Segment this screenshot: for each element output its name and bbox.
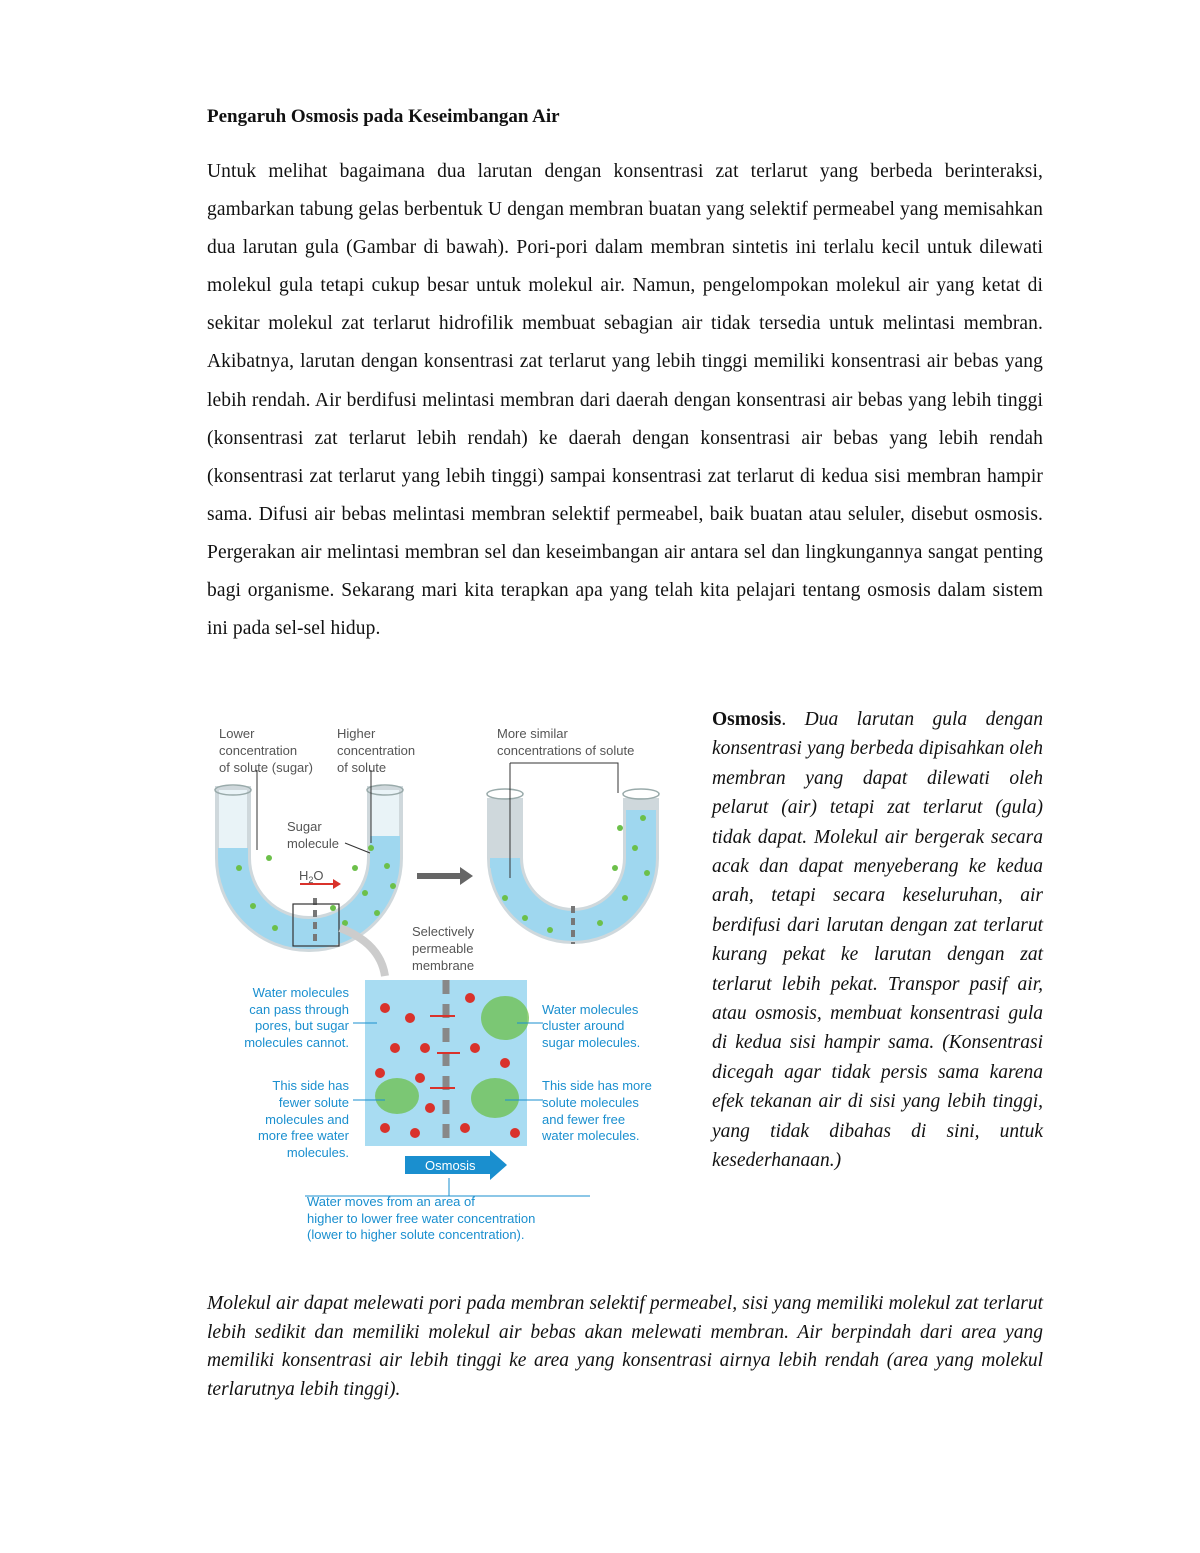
lbl-higher-2: concentration	[337, 743, 416, 758]
lbl-pass-4: molecules cannot.	[244, 1035, 349, 1050]
caption-dot: .	[781, 709, 787, 730]
lbl-membrane-3: membrane	[412, 958, 475, 973]
lbl-similar-1: More similar	[497, 726, 568, 741]
lbl-moves-3: (lower to higher solute concentration).	[307, 1227, 525, 1242]
page-heading: Pengaruh Osmosis pada Keseimbangan Air	[207, 106, 560, 127]
lbl-pass-1: Water molecules	[252, 985, 349, 1000]
body-paragraph: Untuk melihat bagaimana dua larutan dengan konsentrasi zat terlarut yang berbeda berinteraksi, gambarkan tabung gelas berbentuk U dengan membran buatan yang selektif permeabel yang memisahkan dua larutan gula (Gambar di bawah). Pori-pori dalam membran sintetis ini terlalu kecil untuk dilewati molekul gula tetapi cukup besar untuk molekul air. Namun, pengelompokan molekul air yang ketat di sekitar molekul zat terlarut hidrofilik membuat sebagian air tidak tersedia untuk melintasi membran. Akibatnya, larutan dengan konsentrasi zat terlarut yang lebih tinggi memiliki konsentrasi air bebas yang lebih rendah. Air berdifusi melintasi membran dari daerah dengan konsentrasi air bebas yang lebih tinggi (konsentrasi zat terlarut lebih rendah) ke daerah dengan konsentrasi air bebas yang lebih rendah (konsentrasi zat terlarut yang lebih tinggi) sampai konsentrasi zat terlarut di kedua sisi membran hampir sama. Difusi air bebas melintasi membran selektif permeabel, baik buatan atau seluler, disebut osmosis. Pergerakan air melintasi membran sel dan keseimbangan air antara sel dan lingkungannya sangat penting bagi organisme. Sekarang mari kita terapkan apa yang telah kita pelajari tentang osmosis dalam sistem ini pada sel-sel hidup.	[207, 161, 1043, 640]
lbl-lower-2: concentration	[219, 743, 298, 758]
lbl-moves-1: Water moves from an area of	[307, 1194, 475, 1209]
lbl-moves-2: higher to lower free water concentration	[307, 1211, 536, 1226]
lbl-more-1: This side has more	[542, 1078, 652, 1093]
lbl-more-2: solute molecules	[542, 1095, 639, 1110]
osmosis-figure	[205, 718, 680, 1253]
caption-body: Dua larutan gula dengan konsentrasi yang berbeda dipisahkan oleh membran yang dapat dilewati oleh pelarut (air) tetapi zat terlarut (gula) tidak dapat. Molekul air bergerak secara acak dan dapat menyeberang ke kedua arah, tetapi secara keseluruhan, air berdifusi dari larutan dengan zat terlarut kurang pekat ke larutan dengan zat terlarut lebih pekat. Transpor pasif air, atau osmosis, membuat konsentrasi gula di kedua sisi hampir sama. (Konsentrasi dicegah agar tidak persis sama karena efek tekanan air di sisi yang lebih tinggi, yang tidak dibahas di sini, untuk kesederhanaan.)	[712, 709, 1043, 1172]
u-tube-before	[215, 785, 403, 946]
lbl-fewer-4: more free water	[257, 1128, 349, 1143]
figure-caption	[712, 705, 1043, 1176]
lbl-h2o: $H_2O$	[299, 868, 324, 885]
lbl-membrane-1: Selectively	[412, 924, 475, 939]
lbl-membrane-2: permeable	[412, 941, 474, 956]
lbl-similar-2: concentrations of solute	[497, 743, 635, 758]
osmosis-diagram	[205, 718, 680, 1253]
membrane-zoom	[365, 980, 529, 1146]
lbl-higher-3: of solute	[337, 760, 387, 775]
lbl-fewer-5: molecules.	[286, 1145, 349, 1160]
lbl-more-3: and fewer free	[542, 1112, 626, 1127]
lbl-pass-3: pores, but sugar	[255, 1018, 349, 1033]
lbl-sugar-2: molecule	[287, 836, 340, 851]
lbl-fewer-1: This side has	[272, 1078, 349, 1093]
summary-note: Molekul air dapat melewati pori pada membran selektif permeabel, sisi yang memiliki molekul zat terlarut lebih sedikit dan memiliki molekul air bebas akan melewati membran. Air berpindah dari area yang memiliki konsentrasi air lebih tinggi ke area yang konsentrasi airnya lebih rendah (area yang molekul terlarutnya lebih tinggi).	[207, 1293, 1043, 1400]
lbl-lower-3: of solute (sugar)	[219, 760, 313, 775]
lbl-fewer-3: molecules and	[265, 1112, 349, 1127]
lbl-sugar-1: Sugar	[287, 819, 322, 834]
osmosis-arrow-label: Osmosis	[425, 1158, 476, 1173]
lbl-cluster-2: cluster around	[542, 1018, 625, 1033]
lbl-cluster-3: sugar molecules.	[542, 1035, 641, 1050]
lbl-higher-1: Higher	[337, 726, 376, 741]
lbl-pass-2: can pass through	[249, 1002, 349, 1017]
lbl-more-4: water molecules.	[542, 1128, 640, 1143]
lbl-lower-1: Lower	[219, 726, 255, 741]
lbl-cluster-1: Water molecules	[542, 1002, 639, 1017]
u-tube-after	[487, 789, 659, 944]
lbl-fewer-2: fewer solute	[278, 1095, 349, 1110]
caption-lead: Osmosis	[712, 709, 782, 730]
